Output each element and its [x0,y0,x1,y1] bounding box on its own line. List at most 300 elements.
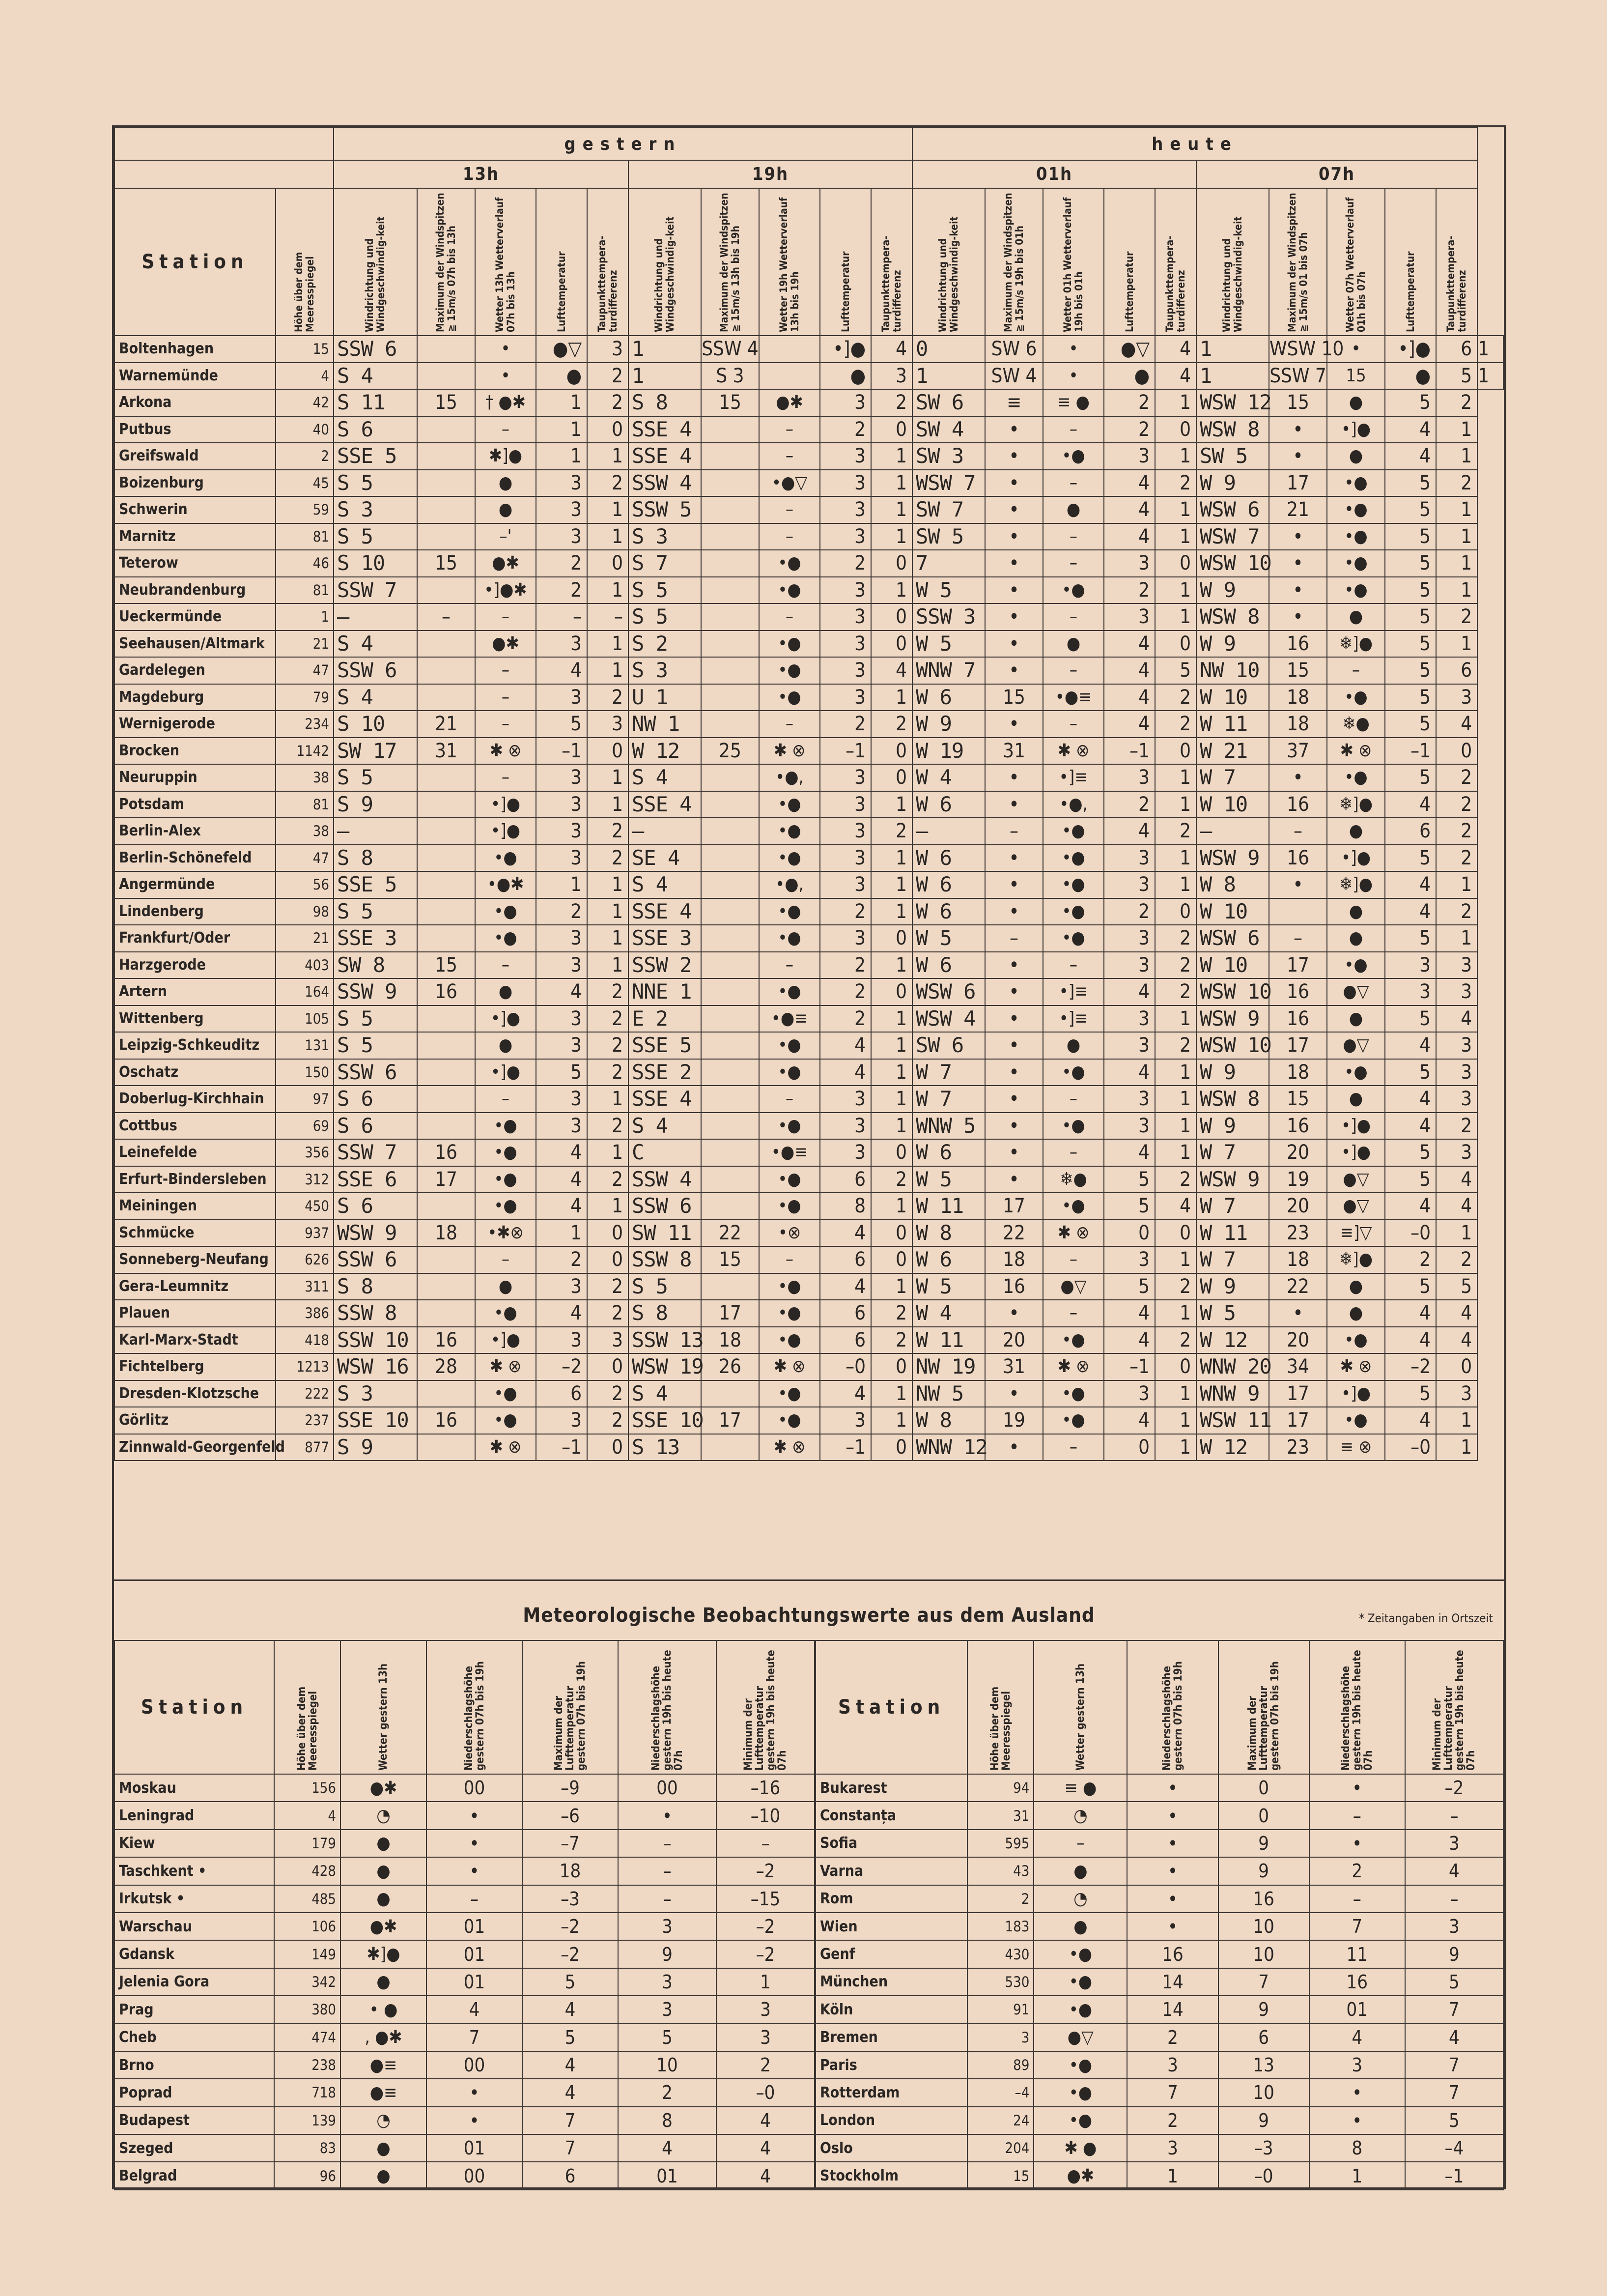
gust-07h: • [1269,416,1327,443]
temp-19h: 4 [820,1059,871,1086]
foreign-altitude: 24 [967,2107,1034,2134]
gust-19h [701,1166,759,1193]
dewdiff-19h: 1 [871,1193,912,1220]
dewdiff-19h: 1 [871,845,912,872]
temp-01h: 3 [1104,1032,1155,1059]
foreign-min-temp: 5 [1405,2107,1503,2134]
gust-07h: WSW 10 [1269,336,1327,363]
weather-07h: ● [1327,1086,1385,1113]
temp-01h: 3 [1104,1380,1155,1407]
dewdiff-01h: 5 [1155,657,1196,684]
weather-13h: •● [475,898,536,925]
foreign-weather-13h: ✱]● [340,1940,426,1968]
gust-19h: SSW 4 [701,336,759,363]
weather-07h: ● [1327,1273,1385,1300]
dewdiff-13h: 1 [587,791,628,818]
foreign-precip-day: 3 [1127,2134,1218,2162]
gust-13h [417,1273,475,1300]
weather-19h: •⊗ [759,1220,820,1247]
weather-07h: ●▽ [1327,978,1385,1005]
gust-13h: – [417,603,475,631]
gust-01h: • [985,577,1043,604]
temp-01h: 4 [1104,657,1155,684]
temp-07h: 5 [1385,1380,1436,1407]
gust-13h: 16 [417,1139,475,1166]
weather-07h: ✱ ⊗ [1327,1353,1385,1380]
temp-19h: 3 [820,657,871,684]
weather-19h: – [759,523,820,550]
gust-19h [701,1193,759,1220]
temp-13h: 3 [536,496,587,523]
foreign-weather-13h: ●✱ [340,1913,426,1940]
weather-observation-sheet [112,125,1506,2189]
gust-01h: • [985,845,1043,872]
foreign-altitude: 430 [967,1940,1034,1968]
weather-13h: ✱ ⊗ [475,1353,536,1380]
temp-13h: – [536,603,587,631]
dewdiff-19h: 0 [871,1353,912,1380]
foreign-max-temp: –6 [522,1802,618,1829]
dewdiff-07h: 3 [1436,1380,1477,1407]
weather-01h: ● [1043,631,1104,658]
foreign-altitude: 342 [274,1968,340,1996]
weather-07h: •]● [1327,1113,1385,1140]
dewdiff-07h: 2 [1436,1246,1477,1273]
wind-13h: S 3 [334,496,417,523]
gust-01h: • [985,550,1043,577]
weather-01h: •● [1043,1327,1104,1354]
temp-19h: 3 [820,791,871,818]
wind-07h: W 9 [1196,470,1269,497]
wind-01h: W 5 [912,577,985,604]
time-13h: 13h [334,160,628,188]
altitude: 15 [276,336,334,363]
foreign-precip-night: – [618,1857,716,1885]
altitude: 79 [276,684,334,711]
weather-01h: •●, [1043,791,1104,818]
gust-07h: • [1269,443,1327,470]
col-header-text: Wetter 07h Wetterverlauf 01h bis 07h [1344,197,1368,332]
foreign-min-temp: – [716,1830,815,1857]
dewdiff-07h: 4 [1436,1327,1477,1354]
wind-01h: W 4 [912,764,985,791]
station-name: Lindenberg [114,898,276,925]
dewdiff-07h: 4 [1436,1300,1477,1327]
temp-13h: 1 [536,1220,587,1247]
station-name: Seehausen/Altmark [114,631,276,658]
dewdiff-07h: 2 [1436,389,1477,416]
wind-19h: SSE 3 [628,925,701,952]
weather-13h: ✱]● [475,443,536,470]
gust-13h: 17 [417,1166,475,1193]
wind-01h: – [912,818,985,845]
temp-07h: 4 [1385,1407,1436,1434]
foreign-min-temp: 7 [1405,2051,1503,2079]
foreign-min-temp: –15 [716,1885,815,1913]
wind-13h: S 10 [334,711,417,738]
gust-07h: 17 [1269,470,1327,497]
foreign-precip-night: 8 [1309,2134,1405,2162]
gust-01h: 20 [985,1327,1043,1354]
dewdiff-13h: 2 [587,978,628,1005]
foreign-max-temp: 0 [1218,1802,1309,1829]
temp-13h: 3 [536,470,587,497]
temp-07h: 4 [1385,443,1436,470]
foreign-min-temp: –2 [716,1913,815,1940]
wind-07h: W 8 [1196,871,1269,898]
foreign-precip-night: • [1309,2107,1405,2134]
wind-07h: 1 [1196,363,1269,390]
temp-19h: 3 [820,764,871,791]
foreign-col-header-text: Höhe über dem Meeresspiegel [295,1686,319,1771]
foreign-precip-night: • [1309,2079,1405,2106]
temp-13h: 3 [536,952,587,979]
col-header-07h-3 [1385,188,1436,336]
weather-01h: – [1043,523,1104,550]
foreign-station-name: Moskau [114,1774,274,1802]
wind-13h: S 4 [334,631,417,658]
wind-13h: S 6 [334,1086,417,1113]
foreign-min-temp: –4 [1405,2134,1503,2162]
gust-19h: 18 [701,1327,759,1354]
temp-13h: 3 [536,1407,587,1434]
dewdiff-19h: 0 [871,1246,912,1273]
dewdiff-07h: 5 [1436,1273,1477,1300]
col-header-01h-2 [1043,188,1104,336]
temp-01h: 4 [1104,523,1155,550]
wind-01h: W 6 [912,1139,985,1166]
gust-01h: • [985,1086,1043,1113]
corner-cell-2 [114,160,334,188]
foreign-precip-night: 8 [618,2107,716,2134]
wind-13h: SSW 6 [334,657,417,684]
weather-01h: ❄● [1043,1166,1104,1193]
dewdiff-19h: 0 [871,1139,912,1166]
dewdiff-13h: 2 [587,1005,628,1033]
foreign-min-temp: – [1405,1885,1503,1913]
dewdiff-19h: 1 [871,898,912,925]
wind-07h: W 10 [1196,791,1269,818]
foreign-station-name: Poprad [114,2079,274,2106]
dewdiff-19h: 1 [871,684,912,711]
gust-13h: 15 [417,952,475,979]
foreign-max-temp: –0 [1218,2162,1309,2189]
gust-01h: • [985,1380,1043,1407]
station-name: Gardelegen [114,657,276,684]
temp-07h: –0 [1385,1434,1436,1461]
altitude: 38 [276,764,334,791]
foreign-col-header-text: Niederschlagshöhe gestern 19h bis heute 07h [1339,1650,1375,1771]
weather-01h: •]≡ [1043,1005,1104,1033]
temp-07h: 4 [1385,416,1436,443]
wind-19h: SSW 5 [628,496,701,523]
foreign-max-temp: 7 [522,2134,618,2162]
foreign-station-name: Wien [815,1913,967,1940]
dewdiff-19h: 1 [871,577,912,604]
foreign-max-temp: 9 [1218,1996,1309,2023]
foreign-min-temp: 4 [1405,2024,1503,2051]
station-name: Angermünde [114,871,276,898]
dewdiff-19h: 0 [871,631,912,658]
foreign-precip-night: 3 [618,1913,716,1940]
dewdiff-07h: 6 [1436,657,1477,684]
gust-07h: • [1269,577,1327,604]
foreign-min-temp: –10 [716,1802,815,1829]
temp-07h: ● [1385,363,1436,390]
foreign-precip-night: 11 [1309,1940,1405,1968]
time-07h: 07h [1196,160,1477,188]
foreign-precip-night: 3 [618,1968,716,1996]
temp-19h: 2 [820,898,871,925]
wind-01h: W 5 [912,631,985,658]
gust-07h: 15 [1269,657,1327,684]
gust-01h: • [985,1434,1043,1461]
weather-07h: ●▽ [1327,1032,1385,1059]
foreign-weather-13h: – [1034,1830,1127,1857]
gust-07h: • [1269,764,1327,791]
foreign-precip-day: 4 [426,1996,522,2023]
temp-19h: 3 [820,631,871,658]
temp-07h: 5 [1385,925,1436,952]
altitude: 21 [276,631,334,658]
station-row [114,550,1503,577]
gust-19h: 15 [701,1246,759,1273]
wind-01h: SW 3 [912,443,985,470]
temp-07h: 5 [1385,764,1436,791]
gust-07h: 20 [1269,1193,1327,1220]
foreign-precip-night: 01 [618,2162,716,2189]
station-row [114,657,1503,684]
weather-13h: – [475,764,536,791]
foreign-precip-night: 10 [618,2051,716,2079]
wind-13h: S 5 [334,1032,417,1059]
altitude: 21 [276,925,334,952]
dewdiff-19h: 2 [871,1327,912,1354]
foreign-altitude: 4 [274,1802,340,1829]
station-name: Brocken [114,738,276,765]
dewdiff-13h: 0 [587,1434,628,1461]
weather-07h: ● [1327,1005,1385,1033]
temp-07h: 4 [1385,1086,1436,1113]
foreign-max-temp: 18 [522,1857,618,1885]
temp-13h: 5 [536,1059,587,1086]
foreign-precip-day: 01 [426,1940,522,1968]
wind-07h: WSW 9 [1196,1005,1269,1033]
temp-13h: 3 [536,631,587,658]
gust-07h: 17 [1269,952,1327,979]
temp-01h: 0 [1104,1434,1155,1461]
foreign-min-temp: 2 [716,2051,815,2079]
wind-13h: SSE 5 [334,443,417,470]
foreign-station-name: Kiew [114,1830,274,1857]
gust-19h: 26 [701,1353,759,1380]
wind-19h: SSW 4 [628,470,701,497]
temp-07h: –2 [1385,1353,1436,1380]
gust-13h [417,684,475,711]
weather-01h: ● [1043,1032,1104,1059]
gust-13h [417,1059,475,1086]
weather-07h: ● [1327,898,1385,925]
weather-19h: ✱ ⊗ [759,1434,820,1461]
station-name: Magdeburg [114,684,276,711]
station-name: Berlin-Schönefeld [114,845,276,872]
gust-07h: 20 [1269,1139,1327,1166]
wind-19h: SSW 8 [628,1246,701,1273]
foreign-col-header-left-4 [618,1640,716,1774]
gust-19h [701,603,759,631]
foreign-station-name: Oslo [815,2134,967,2162]
temp-07h: 5 [1385,496,1436,523]
wind-01h: W 6 [912,871,985,898]
foreign-altitude: 3 [967,2024,1034,2051]
station-name: Dresden-Klotzsche [114,1380,276,1407]
altitude: 42 [276,389,334,416]
gust-07h: 15 [1269,389,1327,416]
station-name: Frankfurt/Oder [114,925,276,952]
wind-13h: S 6 [334,416,417,443]
dewdiff-07h: 2 [1436,764,1477,791]
temp-01h: 3 [1104,871,1155,898]
foreign-station-name: Varna [815,1857,967,1885]
dewdiff-07h: 1 [1436,577,1477,604]
wind-07h: W 9 [1196,1113,1269,1140]
dewdiff-13h: 2 [587,684,628,711]
foreign-precip-night: 00 [618,1774,716,1802]
dewdiff-13h: 1 [587,443,628,470]
gust-01h: 16 [985,1273,1043,1300]
weather-01h: •● [1043,898,1104,925]
wind-19h: 1 [628,336,701,363]
temp-07h: 4 [1385,1193,1436,1220]
wind-01h: NW 19 [912,1353,985,1380]
foreign-station-row [114,1802,815,1829]
weather-13h: ✱ ⊗ [475,1434,536,1461]
foreign-precip-day: • [1127,1774,1218,1802]
foreign-precip-day: 00 [426,2051,522,2079]
station-row [114,978,1503,1005]
gust-07h: 23 [1269,1434,1327,1461]
foreign-precip-day: 7 [426,2024,522,2051]
gust-19h [701,1273,759,1300]
station-row [114,898,1503,925]
foreign-weather-13h: ● [340,1830,426,1857]
temp-07h: 5 [1385,711,1436,738]
foreign-station-name: Paris [815,2051,967,2079]
temp-07h: 5 [1385,1059,1436,1086]
gust-13h [417,818,475,845]
dewdiff-13h: 1 [587,925,628,952]
foreign-max-temp: –7 [522,1830,618,1857]
wind-01h: W 6 [912,1246,985,1273]
wind-19h: S 4 [628,1380,701,1407]
foreign-max-temp: –3 [522,1885,618,1913]
foreign-weather-13h: ◔ [1034,1885,1127,1913]
weather-13h: • [475,363,536,390]
foreign-station-row [114,2107,815,2134]
gust-07h: 17 [1269,1032,1327,1059]
station-name: Putbus [114,416,276,443]
weather-01h: – [1043,1086,1104,1113]
wind-01h: W 5 [912,1166,985,1193]
wind-13h: S 4 [334,684,417,711]
gust-01h: • [985,657,1043,684]
weather-07h: •]● [1327,1380,1385,1407]
wind-01h: SSW 3 [912,603,985,631]
temp-19h: 3 [820,1086,871,1113]
weather-07h: •● [1327,952,1385,979]
foreign-precip-day: 1 [1127,2162,1218,2189]
foreign-precip-day: • [426,1857,522,1885]
gust-19h [701,1059,759,1086]
weather-01h: – [1043,1246,1104,1273]
weather-01h: •● [1043,871,1104,898]
dewdiff-07h: 1 [1436,523,1477,550]
wind-07h: WSW 6 [1196,925,1269,952]
dewdiff-07h: 6 [1436,336,1477,363]
weather-13h: •]● [475,818,536,845]
foreign-station-name: Taschkent • [114,1857,274,1885]
foreign-precip-day: 2 [1127,2024,1218,2051]
weather-13h: ● [475,496,536,523]
wind-19h: 1 [628,363,701,390]
foreign-precip-day: • [1127,1830,1218,1857]
wind-01h: 1 [912,363,985,390]
wind-19h: S 13 [628,1434,701,1461]
section-separator [114,1579,1504,1581]
foreign-precip-day: • [1127,1885,1218,1913]
gust-01h: – [985,925,1043,952]
altitude: 1213 [276,1353,334,1380]
foreign-max-temp: 9 [1218,1830,1309,1857]
col-header-19h-3 [820,188,871,336]
gust-19h [701,1113,759,1140]
gust-13h [417,631,475,658]
foreign-section-title: Meteorologische Beobachtungswerte aus dem Ausland [523,1604,1095,1627]
foreign-weather-13h: ● [340,1857,426,1885]
wind-19h: SSE 4 [628,443,701,470]
col-header-07h-4 [1436,188,1477,336]
weather-07h: •● [1327,1059,1385,1086]
weather-13h: ●✱ [475,550,536,577]
station-row [114,1113,1503,1140]
dewdiff-01h: 1 [1155,603,1196,631]
weather-19h: •● [759,925,820,952]
wind-01h: WSW 7 [912,470,985,497]
foreign-max-temp: 4 [522,2051,618,2079]
temp-01h: 2 [1104,416,1155,443]
dewdiff-13h: 1 [587,764,628,791]
col-header-text: Lufttemperatur [555,251,567,332]
station-row [114,1273,1503,1300]
foreign-station-row [114,2134,815,2162]
dewdiff-01h: 1 [1155,496,1196,523]
foreign-station-header-right: Station [815,1640,967,1774]
dewdiff-19h: 0 [871,978,912,1005]
weather-19h: •● [759,1407,820,1434]
gust-01h: • [985,1139,1043,1166]
wind-01h: 0 [912,336,985,363]
gust-01h: • [985,523,1043,550]
foreign-altitude: 2 [967,1885,1034,1913]
wind-01h: W 6 [912,952,985,979]
time-01h: 01h [912,160,1196,188]
wind-13h: SSW 10 [334,1327,417,1354]
foreign-col-header-left-1 [340,1640,426,1774]
foreign-weather-13h: ● [1034,1857,1127,1885]
wind-13h: S 5 [334,470,417,497]
temp-19h: 6 [820,1327,871,1354]
foreign-min-temp: 3 [1405,1913,1503,1940]
